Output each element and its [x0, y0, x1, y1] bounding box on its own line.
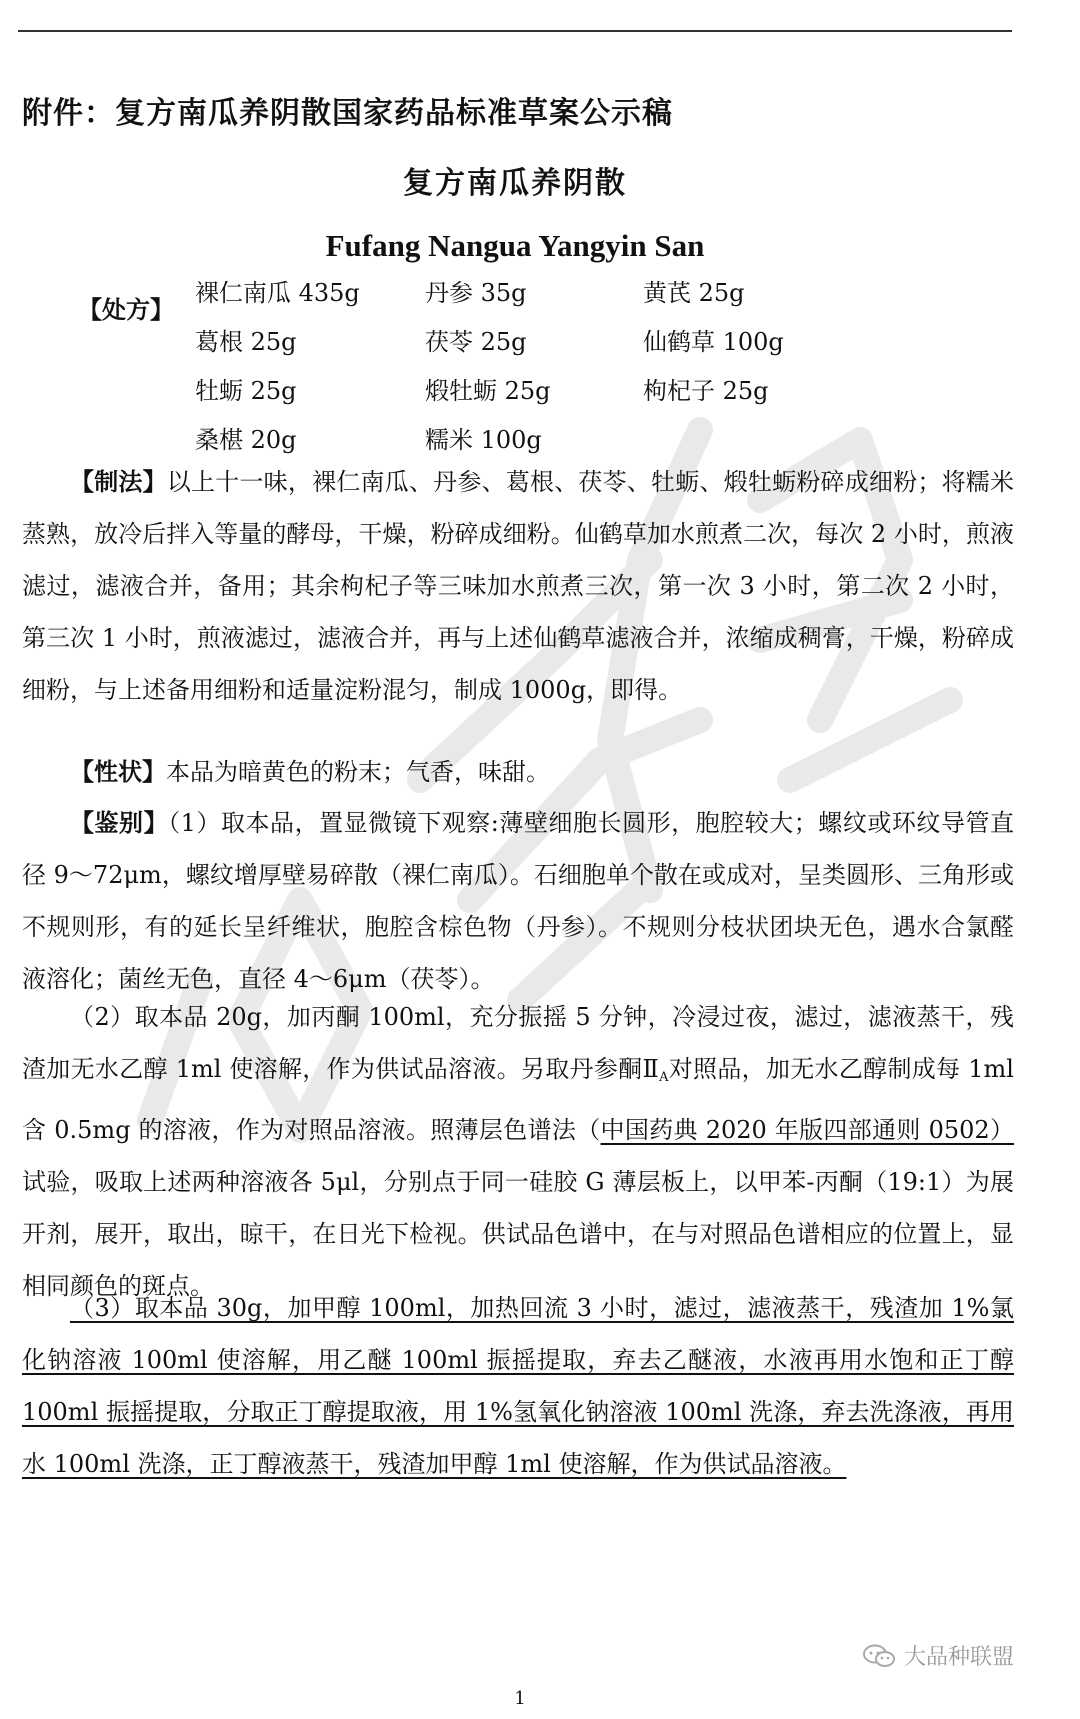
identification-text-2c: 试验，吸取上述两种溶液各 5μl，分别点于同一硅胶 G 薄层板上，以甲苯-丙酮（19:1）为展开剂，展开，取出，晾干，在日光下检视。供试品色谱中，在与对照品色谱相应的位置上，显相同颜色的斑点。 [22, 1168, 1014, 1300]
method-text: 以上十一味，裸仁南瓜、丹参、葛根、茯苓、牡蛎、煅牡蛎粉碎成细粉；将糯米蒸熟，放冷后拌入等量的酵母，干燥，粉碎成细粉。仙鹤草加水煎煮二次，每次 2 小时，煎液滤过，滤液合并，备用；其余枸杞子等三味加水煎煮三次，第一次 3 小时，第二次 2 小时，第三次 1 小时，煎液滤过，滤液合并，再与上述仙鹤草滤液合并，浓缩成稠膏，干燥，粉碎成细粉，与上述备用细粉和适量淀粉混匀，制成 1000g，即得。 [22, 468, 1014, 704]
character-text: 本品为暗黄色的粉末；气香，味甜。 [166, 758, 550, 786]
ingredient: 丹参 35g [425, 279, 527, 307]
pharmacopoeia-reference: 中国药典 2020 年版四部通则 0502） [600, 1116, 1015, 1144]
document-title: 复方南瓜养阴散 [403, 166, 627, 201]
ingredient: 黄芪 25g [643, 279, 745, 307]
wechat-account-badge [862, 1640, 1014, 1671]
ingredient: 葛根 25g [195, 328, 297, 356]
prescription-label: 【处方】 [78, 296, 174, 324]
identification-paragraph-1 [22, 797, 1014, 1005]
identification-text-1: （1）取本品，置显微镜下观察:薄壁细胞长圆形，胞腔较大；螺纹或环纹导管直径 9～72μm，螺纹增厚壁易碎散（裸仁南瓜）。石细胞单个散在或成对，呈类圆形、三角形或不规则形，有的延长呈纤维状，胞腔含棕色物（丹参）。不规则分枝状团块无色，遇水合氯醛液溶化；菌丝无色，直径 4～6μm（茯苓）。 [22, 809, 1015, 993]
subscript: A [659, 1070, 669, 1085]
method-label: 【制法】 [70, 468, 167, 496]
document-title-pinyin: Fufang Nangua Yangyin San [325, 228, 705, 263]
ingredient: 裸仁南瓜 435g [195, 279, 360, 307]
ingredient: 枸杞子 25g [643, 377, 769, 405]
identification-paragraph-2 [22, 991, 1014, 1312]
character-paragraph [22, 746, 1014, 798]
ingredient: 茯苓 25g [425, 328, 527, 356]
identification-text-2b: 对照品，加无水乙醇制成每 1ml 含 0.5mg 的溶液，作为对照品溶液。照薄层色谱法（ [22, 1055, 1014, 1144]
character-label: 【性状】 [70, 758, 166, 786]
identification-paragraph-3 [22, 1282, 1014, 1490]
ingredient: 牡蛎 25g [195, 377, 297, 405]
identification-label: 【鉴别】 [70, 809, 169, 837]
ingredient: 仙鹤草 100g [643, 328, 784, 356]
identification-text-3: （3）取本品 30g，加甲醇 100ml，加热回流 3 小时，滤过，滤液蒸干，残渣加 1%氯化钠溶液 100ml 使溶解，用乙醚 100ml 振摇提取，弃去乙醚液，水液再用水饱和正丁醇 100ml 振摇提取，分取正丁醇提取液，用 1%氢氧化钠溶液 100ml 洗涤，弃去洗涤液，再用水 100ml 洗涤，正丁醇液蒸干，残渣加甲醇 1ml 使溶解，作为供试品溶液。 [22, 1294, 1014, 1478]
method-paragraph [22, 456, 1014, 716]
wechat-account-name: 大品种联盟 [904, 1645, 1015, 1670]
ingredient: 煅牡蛎 25g [425, 377, 551, 405]
header-rule [18, 30, 1012, 32]
wechat-icon [862, 1644, 896, 1668]
attachment-title: 附件：复方南瓜养阴散国家药品标准草案公示稿 [22, 96, 673, 131]
ingredient: 糯米 100g [425, 426, 542, 454]
ingredient: 桑椹 20g [195, 426, 297, 454]
identification-text-2a: （2）取本品 20g，加丙酮 100ml，充分振摇 5 分钟，冷浸过夜，滤过，滤液蒸干，残渣加无水乙醇 1ml 使溶解，作为供试品溶液。另取丹参酮Ⅱ [22, 1003, 1014, 1083]
page-number: 1 [514, 1688, 526, 1709]
